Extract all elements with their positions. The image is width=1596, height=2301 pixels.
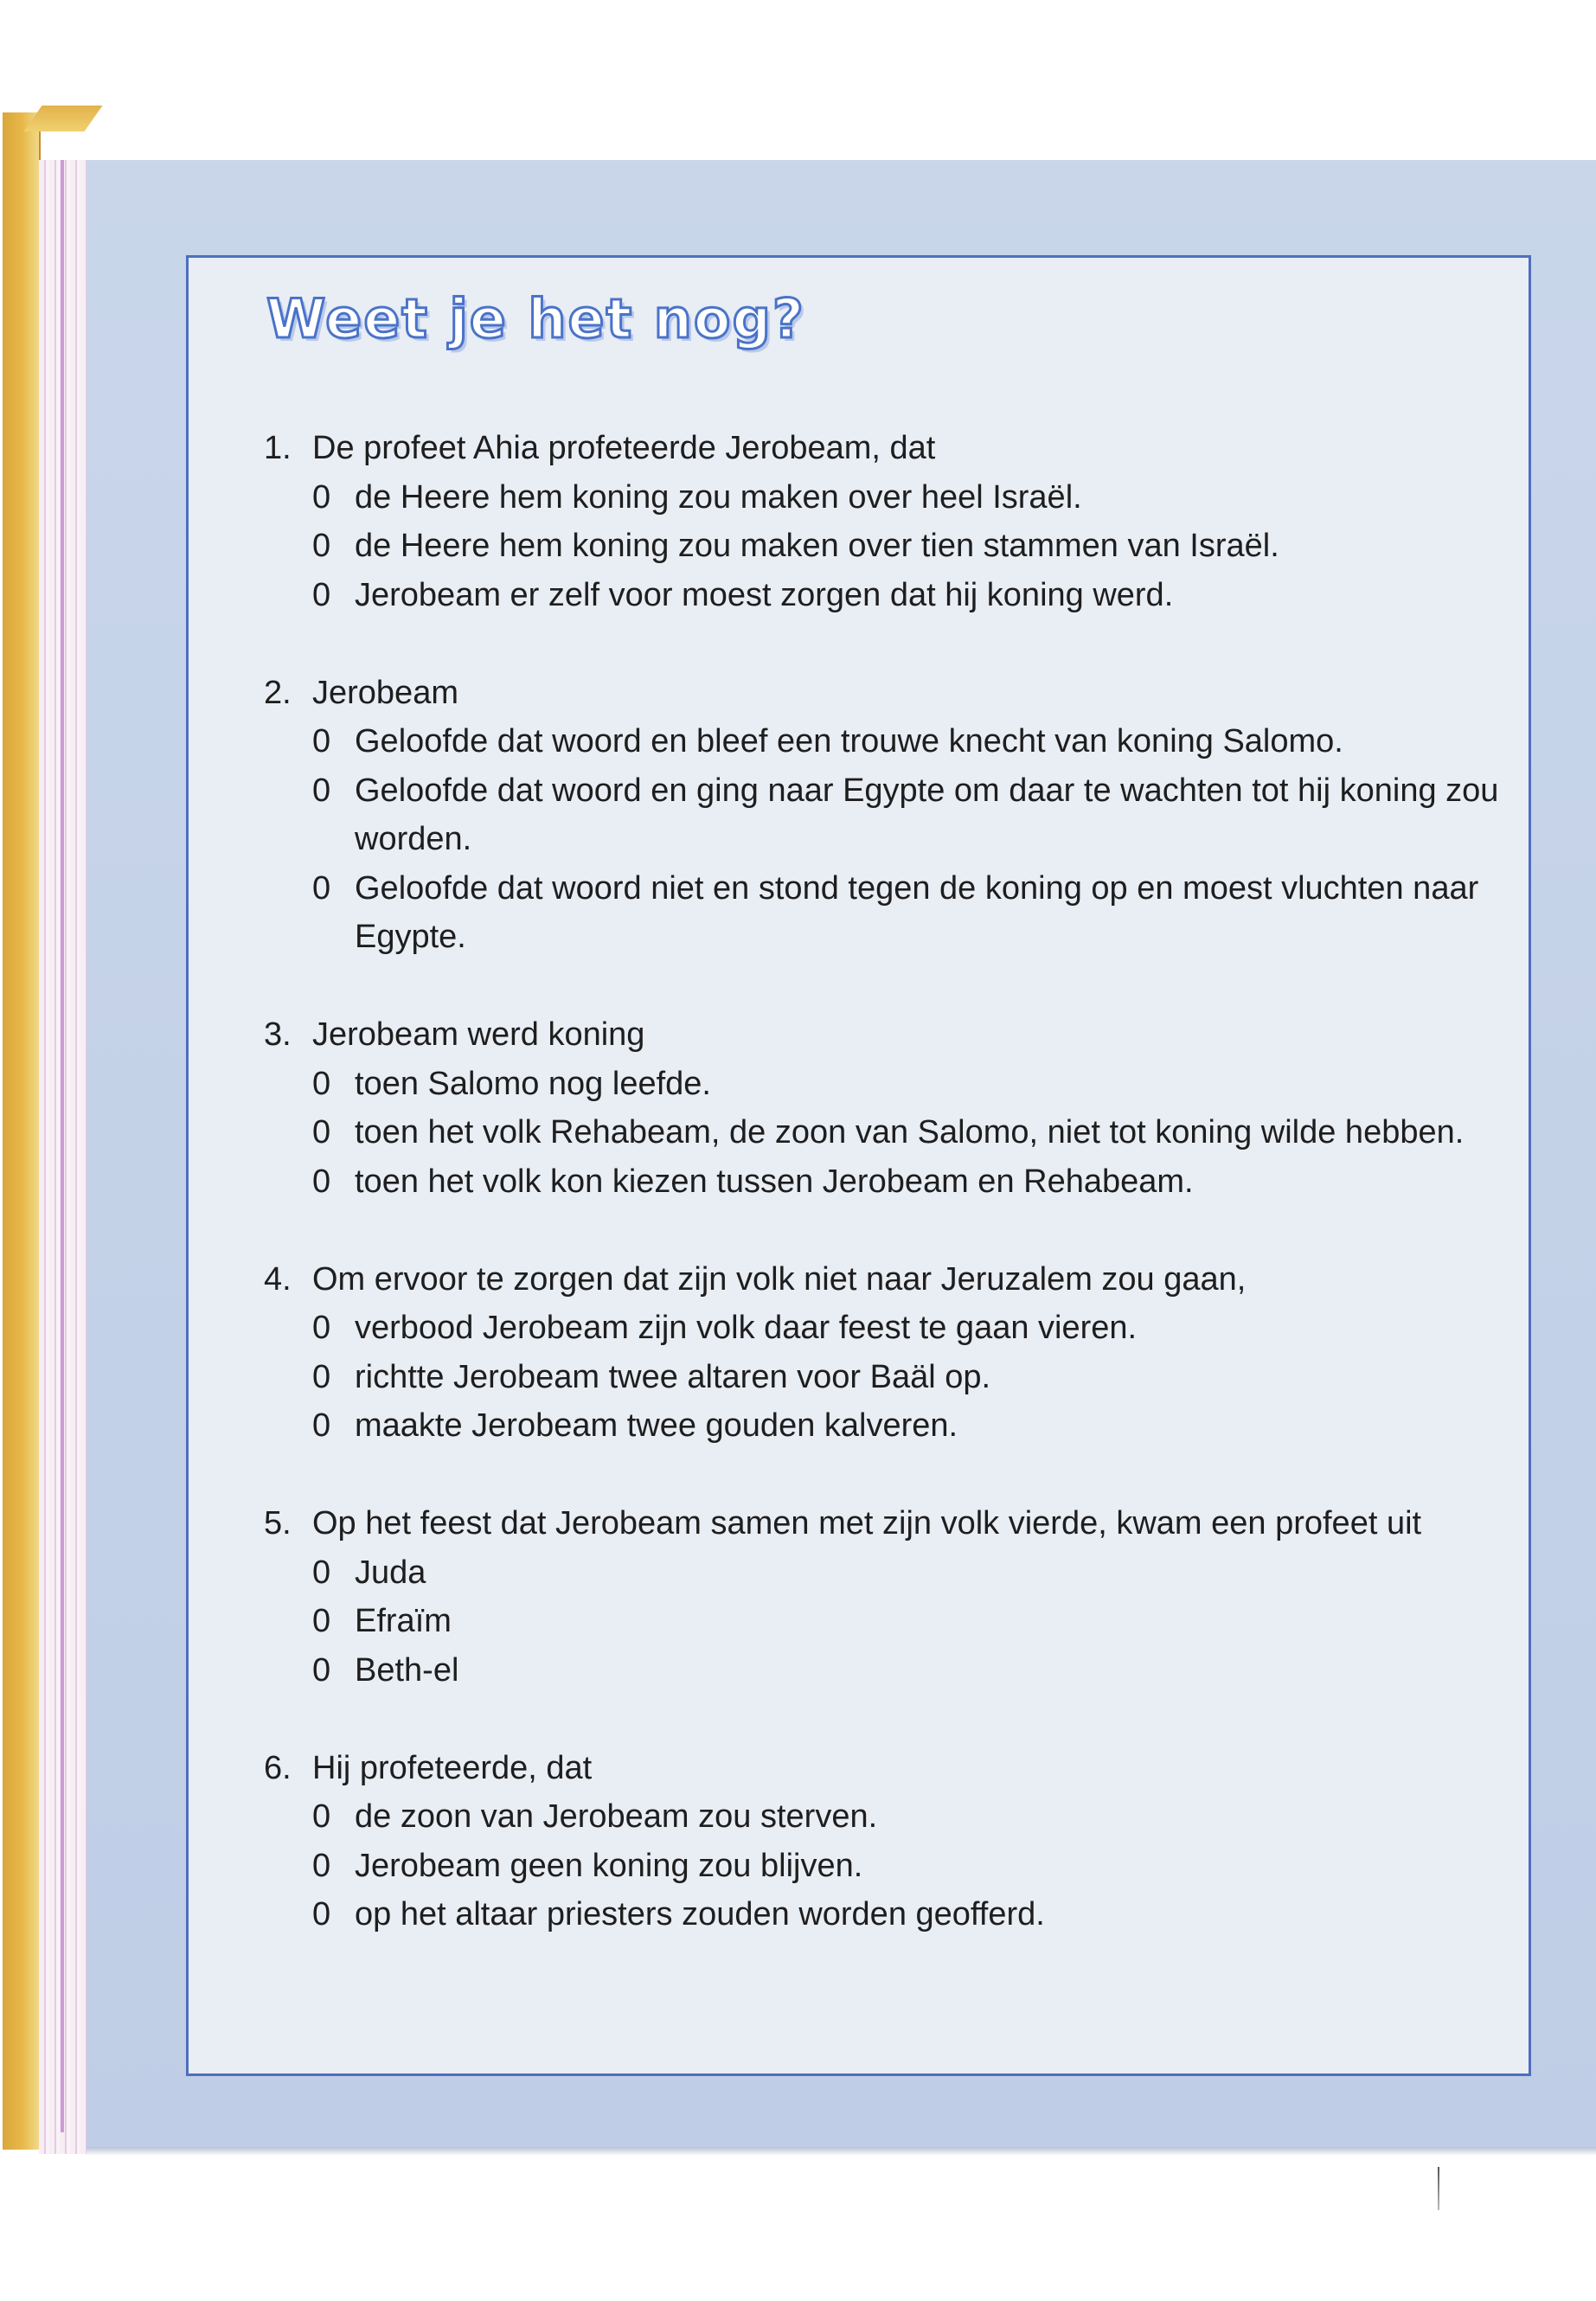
answer-option[interactable]	[264, 1108, 1509, 1157]
answer-option[interactable]	[264, 1353, 1509, 1402]
page-shadow	[87, 2147, 1596, 2156]
question-number: 3.	[264, 1016, 292, 1053]
answer-text: Efraïm	[355, 1603, 452, 1639]
answer-option[interactable]	[264, 1890, 1509, 1939]
answer-checkbox[interactable]: 0	[312, 1603, 331, 1639]
answer-checkbox[interactable]: 0	[312, 1407, 331, 1444]
question-text: Om ervoor te zorgen dat zijn volk niet naar Jeruzalem zou gaan,	[312, 1260, 1247, 1298]
answer-checkbox[interactable]: 0	[312, 1798, 331, 1835]
answer-text: Juda	[355, 1554, 426, 1591]
page-edges	[39, 160, 91, 2154]
question-6	[264, 1744, 1509, 1939]
scan-mark	[1438, 2167, 1439, 2210]
question-4	[264, 1255, 1509, 1451]
answer-text: de Heere hem koning zou maken over heel Israël.	[355, 478, 1082, 516]
question-3	[264, 1010, 1509, 1206]
answer-checkbox[interactable]: 0	[312, 1358, 331, 1395]
question-line	[264, 1744, 1509, 1793]
answer-option[interactable]	[264, 1548, 1509, 1598]
answer-checkbox[interactable]: 0	[312, 772, 331, 809]
answer-checkbox[interactable]: 0	[312, 478, 331, 516]
answer-text: Jerobeam er zelf voor moest zorgen dat hij koning werd.	[355, 576, 1174, 613]
answer-option[interactable]	[264, 766, 1509, 864]
book-spine	[3, 112, 41, 2150]
answer-option[interactable]	[264, 864, 1509, 962]
answer-option[interactable]	[264, 1401, 1509, 1451]
answer-text: de Heere hem koning zou maken over tien stammen van Israël.	[355, 528, 1279, 564]
answer-text: Beth-el	[355, 1651, 459, 1689]
question-line	[264, 1255, 1509, 1304]
answer-text: richtte Jerobeam twee altaren voor Baäl op.	[355, 1358, 991, 1395]
answer-text: Geloofde dat woord en ging naar Egypte om daar te wachten tot hij koning zou worden.	[355, 772, 1499, 857]
answer-text: Geloofde dat woord niet en stond tegen de koning op en moest vluchten naar Egypte.	[355, 869, 1479, 955]
answer-checkbox[interactable]: 0	[312, 528, 331, 564]
answer-checkbox[interactable]: 0	[312, 1896, 331, 1932]
answer-checkbox[interactable]: 0	[312, 576, 331, 613]
answer-text: toen het volk Rehabeam, de zoon van Salomo, niet tot koning wilde hebben.	[355, 1114, 1465, 1150]
answer-option[interactable]	[264, 717, 1509, 766]
question-text: Hij profeteerde, dat	[312, 1749, 593, 1786]
answer-checkbox[interactable]: 0	[312, 1310, 331, 1346]
answer-option[interactable]	[264, 571, 1509, 620]
answer-text: maakte Jerobeam twee gouden kalveren.	[355, 1407, 958, 1444]
answer-option[interactable]	[264, 473, 1509, 522]
answer-option[interactable]	[264, 1157, 1509, 1207]
answer-checkbox[interactable]: 0	[312, 1065, 331, 1102]
answer-checkbox[interactable]: 0	[312, 1651, 331, 1689]
question-number: 1.	[264, 430, 292, 466]
question-text: Jerobeam werd koning	[312, 1016, 645, 1053]
answer-text: toen Salomo nog leefde.	[355, 1065, 711, 1102]
page-title: Weet je het nog?	[266, 287, 805, 350]
answer-option[interactable]	[264, 1060, 1509, 1109]
answer-option[interactable]	[264, 1792, 1509, 1842]
question-line	[264, 1010, 1509, 1060]
answer-text: de zoon van Jerobeam zou sterven.	[355, 1798, 878, 1835]
answer-text: op het altaar priesters zouden worden geofferd.	[355, 1896, 1045, 1932]
book-spine-top	[23, 106, 102, 131]
question-number: 5.	[264, 1505, 292, 1541]
question-number: 4.	[264, 1260, 292, 1298]
answer-checkbox[interactable]: 0	[312, 1554, 331, 1591]
question-text: Op het feest dat Jerobeam samen met zijn volk vierde, kwam een profeet uit	[312, 1505, 1422, 1541]
answer-checkbox[interactable]: 0	[312, 869, 331, 907]
question-text: Jerobeam	[312, 674, 458, 711]
question-text: De profeet Ahia profeteerde Jerobeam, dat	[312, 430, 936, 466]
page-edge-line	[61, 160, 64, 2132]
answer-option[interactable]	[264, 522, 1509, 571]
answer-option[interactable]	[264, 1646, 1509, 1695]
answer-checkbox[interactable]: 0	[312, 1847, 331, 1884]
answer-option[interactable]	[264, 1304, 1509, 1353]
question-number: 2.	[264, 674, 292, 711]
question-2	[264, 669, 1509, 962]
answer-option[interactable]	[264, 1597, 1509, 1646]
answer-text: verbood Jerobeam zijn volk daar feest te gaan vieren.	[355, 1310, 1138, 1346]
question-line	[264, 669, 1509, 718]
question-1	[264, 424, 1509, 619]
question-5	[264, 1499, 1509, 1695]
answer-checkbox[interactable]: 0	[312, 723, 331, 760]
answer-text: Geloofde dat woord en bleef een trouwe knecht van koning Salomo.	[355, 723, 1343, 760]
quiz-list	[264, 424, 1509, 1988]
question-number: 6.	[264, 1749, 292, 1786]
answer-text: toen het volk kon kiezen tussen Jerobeam en Rehabeam.	[355, 1163, 1194, 1200]
answer-text: Jerobeam geen koning zou blijven.	[355, 1847, 863, 1884]
answer-option[interactable]	[264, 1842, 1509, 1891]
answer-checkbox[interactable]: 0	[312, 1163, 331, 1200]
answer-checkbox[interactable]: 0	[312, 1114, 331, 1150]
question-line	[264, 1499, 1509, 1548]
question-line	[264, 424, 1509, 473]
